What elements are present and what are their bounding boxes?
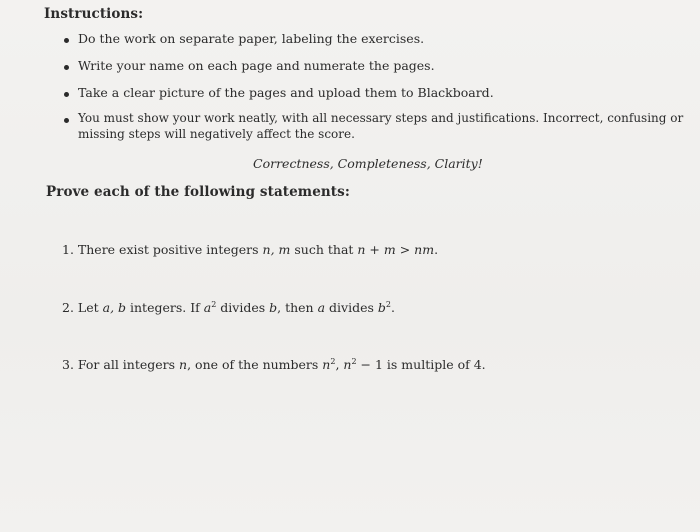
math-expression: a, b (102, 300, 127, 316)
problem-text: . (434, 242, 439, 257)
problem-text: For all integers (77, 357, 180, 373)
problem-text: , (335, 357, 344, 373)
bullet-icon (64, 118, 69, 123)
problem-number: 1. (62, 242, 74, 257)
problem-text: , then (277, 300, 318, 316)
math-expression: n (179, 357, 188, 373)
problem-text: Let (77, 300, 103, 316)
problem-3 (62, 357, 486, 372)
math-expression: a (317, 300, 326, 316)
problem-number: 3. (62, 357, 74, 373)
problem-text: divides (216, 300, 270, 316)
instruction-item-4-line-1: You must show your work neatly, with all necessary steps and justifications. Incorrect, confusing or (78, 111, 684, 125)
math-expression: b (377, 300, 386, 316)
problem-2 (62, 300, 395, 315)
exponent: 2 (211, 300, 217, 309)
bullet-icon (64, 38, 69, 43)
exponent: 2 (385, 300, 391, 309)
instruction-item-1: Do the work on separate paper, labeling the exercises. (78, 31, 425, 46)
bullet-icon (64, 92, 69, 97)
problems-heading: Prove each of the following statements: (46, 184, 350, 200)
problem-1 (62, 242, 438, 257)
math-expression: n + m > nm (357, 242, 435, 257)
math-expression: n (322, 357, 331, 373)
problem-number: 2. (62, 300, 74, 316)
exponent: 2 (330, 357, 336, 366)
instruction-item-2: Write your name on each page and numerate the pages. (78, 58, 435, 73)
instruction-item-4-line-2: missing steps will negatively affect the score. (78, 127, 355, 141)
bullet-icon (64, 65, 69, 70)
math-expression: n (343, 357, 352, 373)
problem-text: − 1 is multiple of 4. (356, 357, 486, 373)
problem-text: integers. If (126, 300, 204, 316)
problem-text: , one of the numbers (187, 357, 323, 373)
problem-text: There exist positive integers (77, 242, 263, 257)
math-expression: b (269, 300, 278, 316)
problem-text: such that (290, 242, 358, 257)
exponent: 2 (351, 357, 357, 366)
math-expression: a (203, 300, 212, 316)
problem-text: . (390, 300, 395, 316)
instructions-heading: Instructions: (44, 6, 144, 22)
instruction-item-3: Take a clear picture of the pages and upload them to Blackboard. (78, 85, 494, 100)
math-expression: n, m (262, 242, 291, 257)
problem-text: divides (325, 300, 378, 316)
motto-text: Correctness, Completeness, Clarity! (253, 156, 483, 171)
